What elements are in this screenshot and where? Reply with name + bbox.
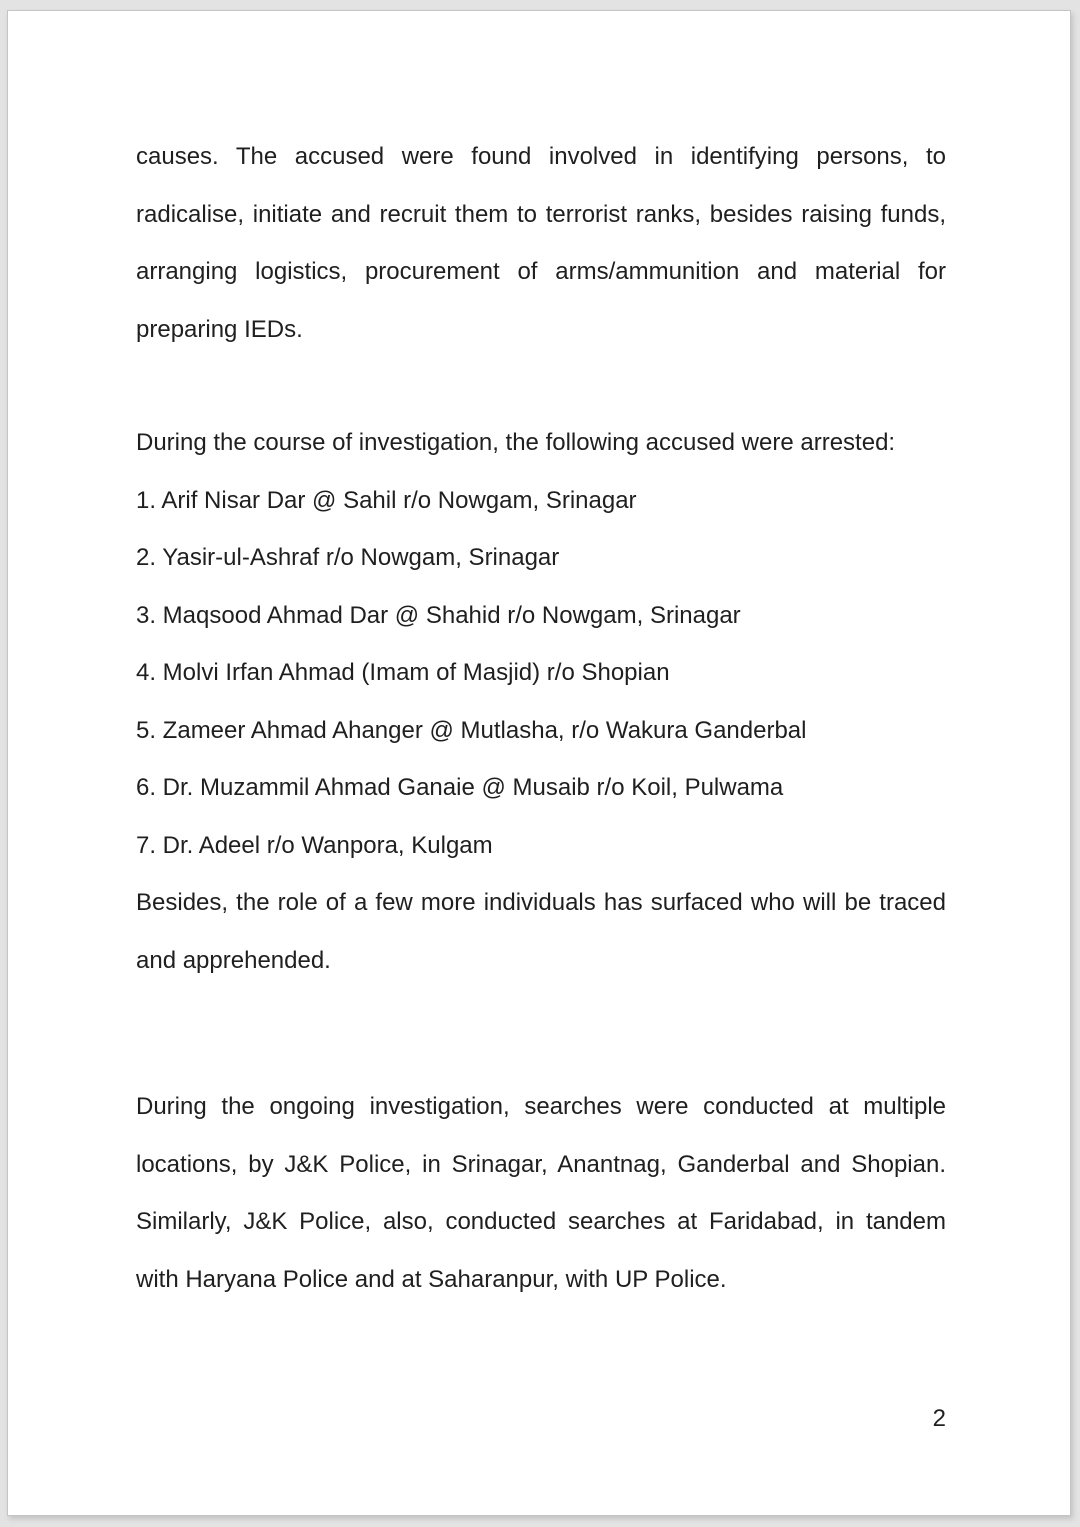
- text-line: with Haryana Police and at Saharanpur, with UP Police.: [136, 1265, 727, 1293]
- text-line: locations, by J&K Police, in Srinagar, Anantnag, Ganderbal and Shopian.: [136, 1150, 946, 1178]
- text-line: Besides, the role of a few more individuals has surfaced who will be traced: [136, 889, 946, 916]
- text-line: preparing IEDs.: [136, 315, 303, 343]
- text-line: 6. Dr. Muzammil Ahmad Ganaie @ Musaib r/o Koil, Pulwama: [136, 774, 784, 801]
- text-line: causes. The accused were found involved in identifying persons, to: [136, 143, 946, 170]
- text-line: and apprehended.: [136, 946, 331, 974]
- paragraph-searches-conducted: [136, 1078, 946, 1308]
- page-number: 2: [932, 1405, 946, 1432]
- text-line: 3. Maqsood Ahmad Dar @ Shahid r/o Nowgam, Srinagar: [136, 601, 741, 629]
- paragraph-accusations: [136, 128, 946, 358]
- document-page: [7, 10, 1071, 1516]
- text-line: arranging logistics, procurement of arms/ammunition and material for: [136, 258, 946, 285]
- text-line: 2. Yasir-ul-Ashraf r/o Nowgam, Srinagar: [136, 544, 560, 571]
- text-line: During the ongoing investigation, searches were conducted at multiple: [136, 1093, 946, 1120]
- text-line: 7. Dr. Adeel r/o Wanpora, Kulgam: [136, 831, 493, 859]
- section-arrested-accused-list: [136, 414, 946, 989]
- text-line: 4. Molvi Irfan Ahmad (Imam of Masjid) r/o Shopian: [136, 659, 670, 686]
- text-line: radicalise, initiate and recruit them to terrorist ranks, besides raising funds,: [136, 200, 946, 228]
- text-line: 1. Arif Nisar Dar @ Sahil r/o Nowgam, Srinagar: [136, 486, 637, 514]
- text-line: 5. Zameer Ahmad Ahanger @ Mutlasha, r/o Wakura Ganderbal: [136, 716, 807, 744]
- text-line: During the course of investigation, the following accused were arrested:: [136, 429, 896, 456]
- text-line: Similarly, J&K Police, also, conducted searches at Faridabad, in tandem: [136, 1208, 946, 1235]
